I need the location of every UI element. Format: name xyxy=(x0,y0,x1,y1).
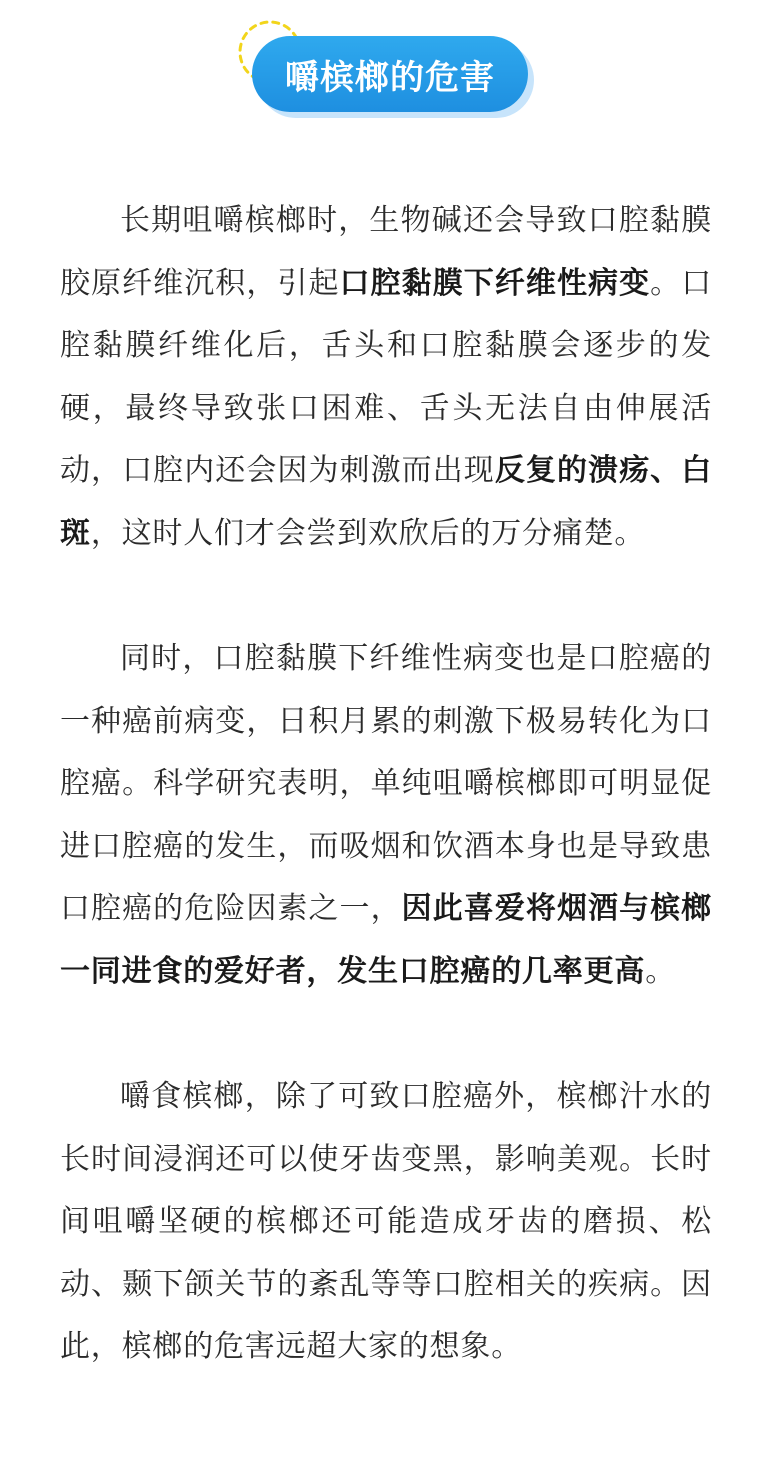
body-text: 。口腔黏膜纤维化后，舌头和口腔黏膜会逐步的发硬，最终导致张口困难、舌头无法自由伸展活动，口腔内还会因为刺激而出现 xyxy=(60,265,713,488)
body-text: 。 xyxy=(645,953,677,989)
emphasis-text: 因此喜爱将烟酒与槟榔一同进食的爱好者，发生口腔癌的几率更高 xyxy=(60,891,712,989)
paragraph-2 xyxy=(60,628,712,1003)
paragraph-3 xyxy=(60,1066,712,1379)
title-pill xyxy=(252,36,528,112)
title-banner xyxy=(232,12,542,112)
body-text: 嚼食槟榔，除了可致口腔癌外，槟榔汁水的长时间浸润还可以使牙齿变黑，影响美观。长时间咀嚼坚硬的槟榔还可能造成牙齿的磨损、松动、颞下颌关节的紊乱等等口腔相关的疾病。因此，槟榔的危害远超大家的想象。 xyxy=(60,1079,712,1364)
paragraph-1 xyxy=(60,190,712,565)
article-body xyxy=(60,190,712,1442)
emphasis-text: 口腔黏膜下纤维性病变 xyxy=(339,265,651,301)
page-title: 嚼槟榔的危害 xyxy=(285,57,495,98)
body-text: 同时，口腔黏膜下纤维性病变也是口腔癌的一种癌前病变，日积月累的刺激下极易转化为口腔癌。科学研究表明，单纯咀嚼槟榔即可明显促进口腔癌的发生，而吸烟和饮酒本身也是导致患口腔癌的危险因素之一， xyxy=(60,641,712,926)
body-text: 长期咀嚼槟榔时，生物碱还会导致口腔黏膜胶原纤维沉积，引起 xyxy=(60,203,712,301)
emphasis-text: 反复的溃疡、白斑 xyxy=(60,453,712,551)
body-text: ，这时人们才会尝到欢欣后的万分痛楚。 xyxy=(90,515,646,551)
